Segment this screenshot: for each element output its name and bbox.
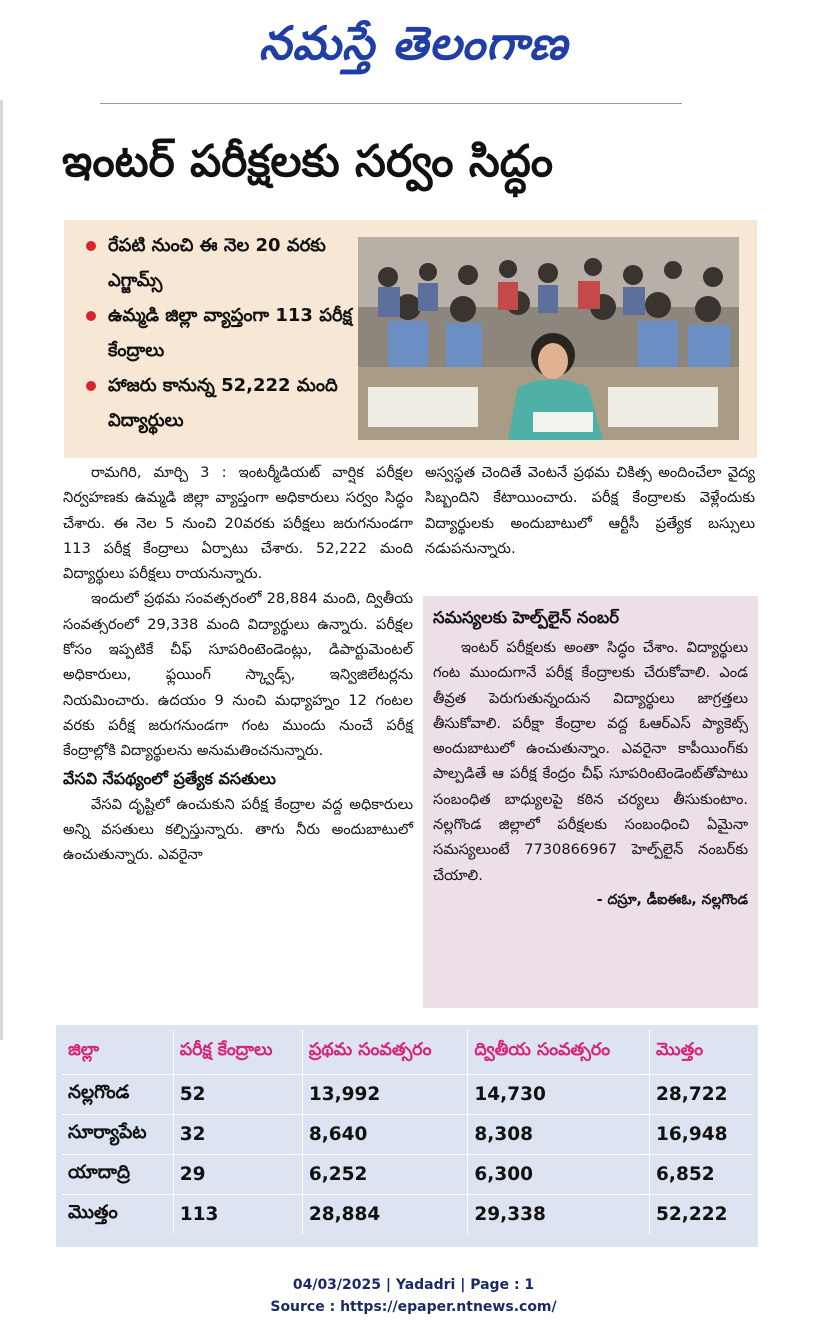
helpline-credit: - దస్రూ, డీఐఈఓ, నల్లగొండ (596, 891, 748, 908)
table-cell: 8,640 (302, 1115, 468, 1155)
table-cell: మొత్తం (62, 1195, 173, 1235)
photo-illustration (358, 237, 739, 440)
table-row (62, 1115, 752, 1155)
highlights-list (86, 228, 356, 438)
table-cell: 29 (173, 1155, 302, 1195)
table-cell: 32 (173, 1115, 302, 1155)
table-cell: 52 (173, 1075, 302, 1115)
table-cell: 6,252 (302, 1155, 468, 1195)
table-row (62, 1075, 752, 1115)
red-bullet-icon (86, 381, 96, 391)
table-row (62, 1155, 752, 1195)
table-cell: నల్లగొండ (62, 1075, 173, 1115)
table-cell: 29,338 (468, 1195, 650, 1235)
article-subhead: వేసవి నేపథ్యంలో ప్రత్యేక వసతులు (63, 768, 276, 788)
table-header-row (62, 1030, 752, 1075)
table-cell: 6,852 (650, 1155, 752, 1195)
table-cell: 28,722 (650, 1075, 752, 1115)
table-cell: 6,300 (468, 1155, 650, 1195)
helpline-content (433, 605, 748, 913)
column-header: పరీక్ష కేంద్రాలు (173, 1030, 302, 1075)
red-bullet-icon (86, 241, 96, 251)
highlight-text: రేపటి నుంచి ఈ నెల 20 వరకు ఎగ్జామ్స్ (108, 235, 326, 291)
column-header: ద్వితీయ సంవత్సరం (468, 1030, 650, 1075)
article-paragraph: వేసవి దృష్టిలో ఉంచుకుని పరీక్ష కేంద్రాల వద్ద అధికారులు అన్ని వసతులు కల్పిస్తున్నారు. తాగు నీరు అందుబాటులో ఉంచుతున్నారు. ఎవరైనా (63, 795, 413, 864)
table-cell: 13,992 (302, 1075, 468, 1115)
table-row (62, 1195, 752, 1235)
highlight-text: ఉమ్మడి జిల్లా వ్యాప్తంగా 113 పరీక్ష కేంద్రాలు (108, 305, 353, 361)
column-header: మొత్తం (656, 1040, 704, 1060)
article-headline: ఇంటర్ పరీక్షలకు సర్వం సిద్ధం (62, 136, 554, 187)
column-header: జిల్లా (62, 1030, 173, 1075)
table-cell: యాదాద్రి (62, 1155, 173, 1195)
highlight-item (86, 368, 356, 438)
helpline-text: ఇంటర్ పరీక్షలకు అంతా సిద్ధం చేశాం. విద్యార్థులు గంట ముందుగానే పరీక్ష కేంద్రాలకు చేరుకోవాలి. ఎండ తీవ్రత పెరుగుతున్నందున విద్యార్థులు జాగ్రత్తలు తీసుకోవాలి. పరీక్షా కేంద్రాల వద్ద ఓఆర్ఎస్ ప్యాకెట్స్ అందుబాటులో ఉంచుతున్నాం. ఎవరైనా కాపీయింగ్‌కు పాల్పడితే ఆ పరీక్ష కేంద్రం చీఫ్ సూపరింటెండెంట్‌తోపాటు సంబంధిత బాధ్యులపై కఠిన చర్యలు తీసుకుంటాం. నల్లగొండ జిల్లాలో పరీక్షలకు సంబంధించి ఏమైనా సమస్యలుంటే 7730866967 హెల్ప్‌లైన్ నంబర్‌కు చేయాలి. (433, 639, 748, 884)
students-exam-photo (358, 237, 739, 440)
article-paragraph: రామగిరి, మార్చి 3 : ఇంటర్మీడియట్ వార్షిక పరీక్షల నిర్వహణకు ఉమ్మడి జిల్లా వ్యాప్తంగా అధికారులు సర్వం సిద్ధం చేశారు. ఈ నెల 5 నుంచి 20వరకు పరీక్షలు జరుగనుండగా 113 పరీక్ష కేంద్రాలు ఏర్పాటు చేశారు. 52,222 మంది విద్యార్థులు పరీక్షలు రాయనున్నారు. (63, 464, 413, 583)
column-header: ప్రథమ సంవత్సరం (302, 1030, 468, 1075)
article-paragraph: ఇందులో ప్రథమ సంవత్సరంలో 28,884 మంది, ద్వితీయ సంవత్సరంలో 29,338 మంది విద్యార్థులు ఉన్నారు. పరీక్షల కోసం ఇప్పటికే చీఫ్ సూపరింటెండెంట్లు, డిపార్టుమెంటల్ అధికారులు, ఫ్లయింగ్ స్క్వాడ్స్, ఇన్విజిలేటర్లను నియమించారు. ఉదయం 9 నుంచి మధ్యాహ్నం 12 గంటల వరకు పరీక్ష జరుగనుండగా గంట ముందు నుంచే పరీక్ష కేంద్రాల్లోకి విద్యార్థులను అనుమతించనున్నారు. (63, 590, 413, 760)
table-cell: 52,222 (650, 1195, 752, 1235)
table-cell: 113 (173, 1195, 302, 1235)
table-cell: 28,884 (302, 1195, 468, 1235)
table-cell: 8,308 (468, 1115, 650, 1155)
table-cell: 14,730 (468, 1075, 650, 1115)
stats-table (62, 1030, 752, 1234)
highlight-item (86, 298, 356, 368)
article-column-2 (425, 460, 755, 561)
article-column-1 (63, 460, 413, 867)
highlight-item (86, 228, 356, 298)
helpline-heading: సమస్యలకు హెల్ప్‌లైన్ నంబర్ (433, 608, 620, 627)
footer-source-link[interactable]: Source : https://epaper.ntnews.com/ (270, 1299, 557, 1315)
page-footer (0, 1274, 827, 1318)
table-cell: సూర్యాపేట (62, 1115, 173, 1155)
divider-rule (100, 103, 682, 104)
footer-edition-info: 04/03/2025 | Yadadri | Page : 1 (292, 1277, 535, 1293)
highlight-text: హాజరు కానున్న 52,222 మంది విద్యార్థులు (108, 375, 338, 431)
page-edge-strip (0, 100, 3, 1040)
table-cell: 16,948 (650, 1115, 752, 1155)
red-bullet-icon (86, 311, 96, 321)
article-paragraph: అస్వస్థత చెందితే వెంటనే ప్రథమ చికిత్స అందించేలా వైద్య సిబ్బందిని కేటాయించారు. పరీక్ష కేంద్రాలకు వెళ్లేందుకు విద్యార్థులకు అందుబాటులో ఆర్టీసీ ప్రత్యేక బస్సులు నడుపనున్నారు. (425, 464, 755, 557)
masthead-logo: నమస్తే తెలంగాణ (258, 16, 569, 70)
